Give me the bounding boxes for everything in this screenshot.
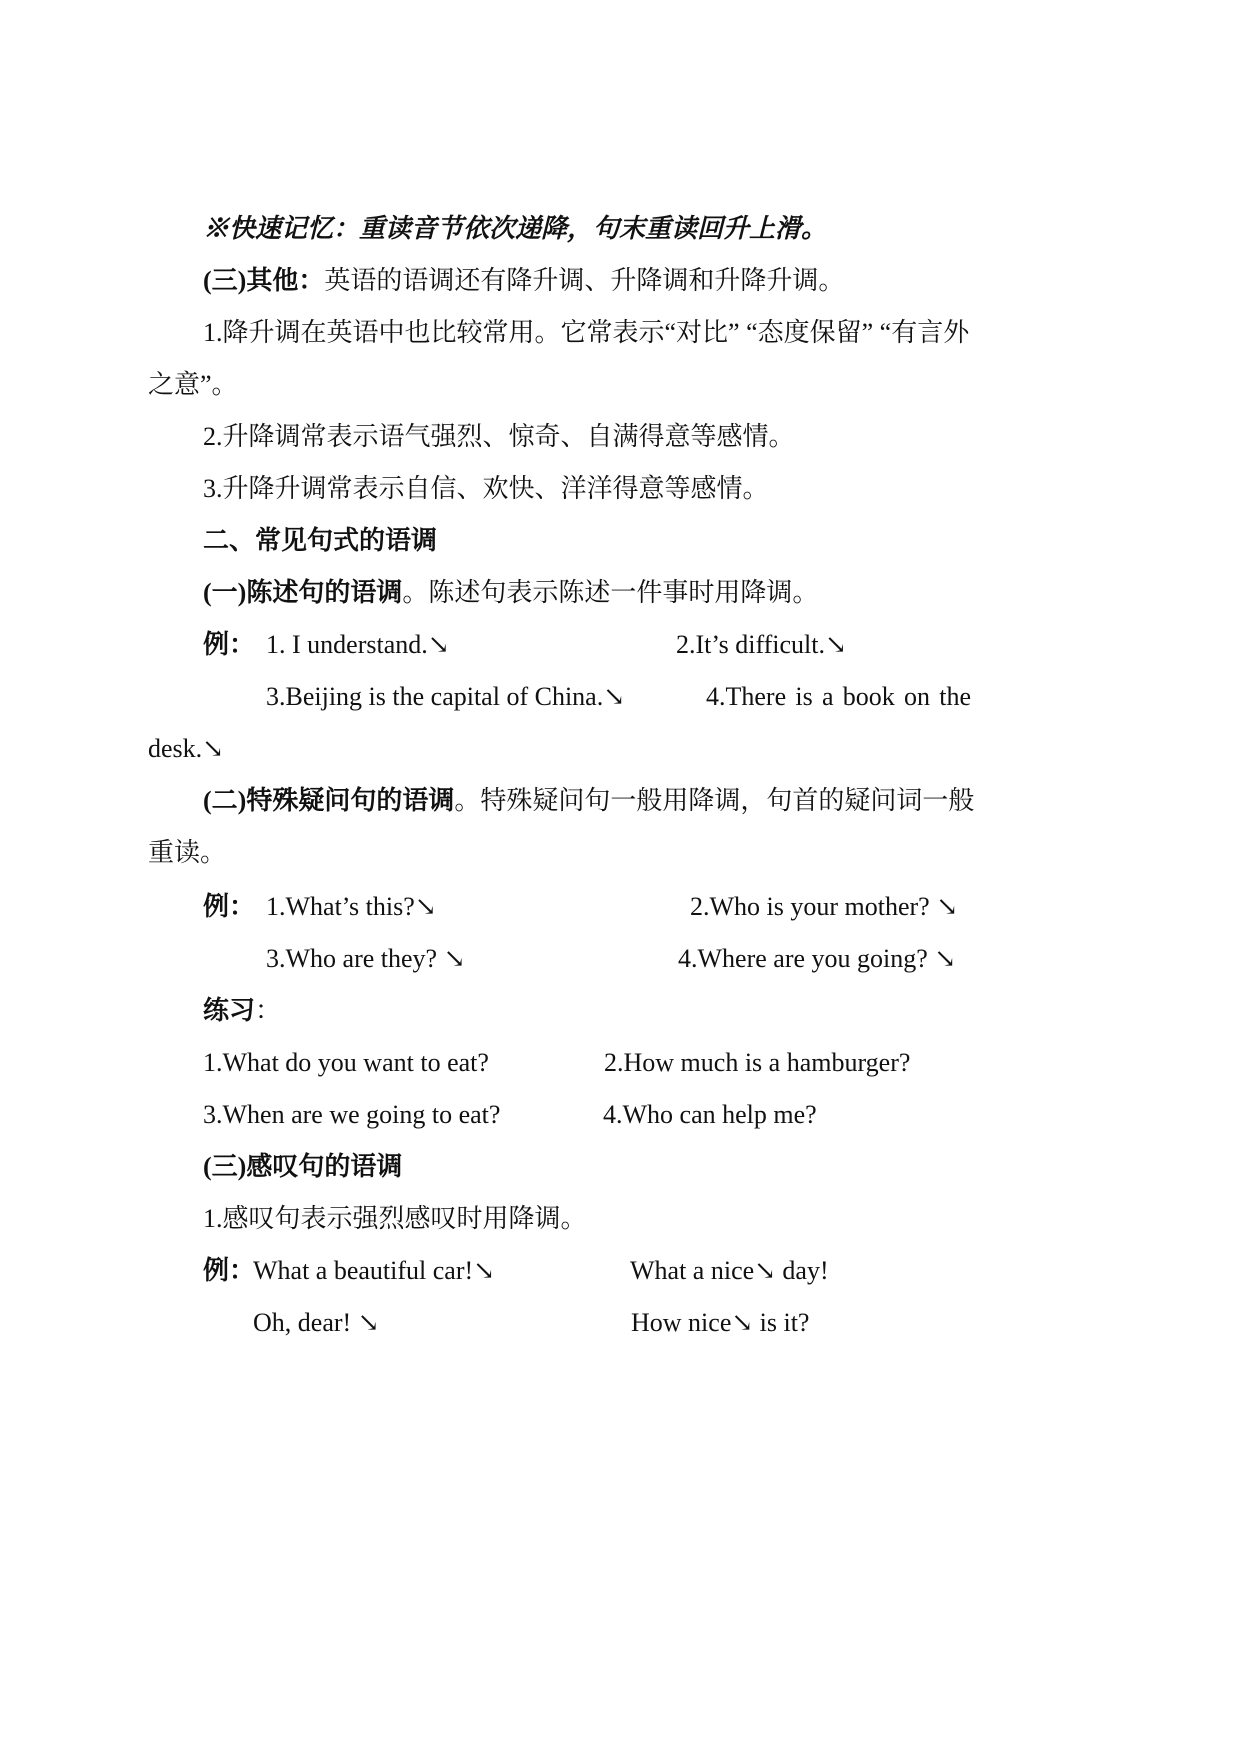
wh-question-example-label: 例： <box>203 892 256 921</box>
practice-label: 练习 <box>203 996 256 1025</box>
declarative-ex4-part1: 4.There is a book on the <box>706 682 971 711</box>
declarative-heading: (一)陈述句的语调 <box>203 578 403 607</box>
other-intro <box>203 263 844 299</box>
wh-question-intro <box>203 783 974 819</box>
practice-colon: ： <box>255 996 282 1025</box>
other-heading: (三)其他： <box>203 266 325 295</box>
declarative-intro <box>203 575 818 611</box>
exclamatory-ex4: How nice↘ is it? <box>631 1308 810 1337</box>
practice-q3: 3.When are we going to eat? <box>203 1100 501 1129</box>
other-intro-text: 英语的语调还有降升调、升降调和升降升调。 <box>324 266 845 295</box>
declarative-ex3: 3.Beijing is the capital of China.↘ <box>266 682 625 711</box>
wh-question-desc-line1: 。特殊疑问句一般用降调，句首的疑问词一般 <box>454 786 975 815</box>
exclamatory-p1: 1.感叹句表示强烈感叹时用降调。 <box>203 1204 587 1233</box>
wh-question-ex2: 2.Who is your mother? ↘ <box>690 892 959 921</box>
exclamatory-heading: (三)感叹句的语调 <box>203 1152 403 1181</box>
declarative-ex4-part2: desk.↘ <box>148 734 224 763</box>
section2-title: 二、常见句式的语调 <box>203 526 438 555</box>
practice-q1: 1.What do you want to eat? <box>203 1048 489 1077</box>
other-p1-line2: 之意”。 <box>148 370 238 399</box>
exclamatory-example-label: 例： <box>203 1256 256 1285</box>
other-p2: 2.升降调常表示语气强烈、惊奇、自满得意等感情。 <box>203 422 795 451</box>
declarative-ex2: 2.It’s difficult.↘ <box>676 630 847 659</box>
practice-q2: 2.How much is a hamburger? <box>604 1048 911 1077</box>
exclamatory-ex3: Oh, dear! ↘ <box>253 1308 380 1337</box>
wh-question-ex1: 1.What’s this?↘ <box>266 892 437 921</box>
exclamatory-ex1: What a beautiful car!↘ <box>253 1256 495 1285</box>
declarative-ex1: 1. I understand.↘ <box>266 630 450 659</box>
practice-title <box>203 993 281 1029</box>
wh-question-ex4: 4.Where are you going? ↘ <box>678 944 957 973</box>
declarative-example-label: 例： <box>203 630 256 659</box>
wh-question-ex3: 3.Who are they? ↘ <box>266 944 466 973</box>
wh-question-desc-line2: 重读。 <box>148 838 227 867</box>
wh-question-heading: (二)特殊疑问句的语调 <box>203 786 455 815</box>
other-p1-line1: 1.降升调在英语中也比较常用。它常表示“对比” “态度保留” “有言外 <box>203 318 970 347</box>
declarative-desc: 。陈述句表示陈述一件事时用降调。 <box>402 578 819 607</box>
practice-q4: 4.Who can help me? <box>603 1100 817 1129</box>
exclamatory-ex2: What a nice↘ day! <box>630 1256 829 1285</box>
memory-tip: ※快速记忆：重读音节依次递降，句末重读回升上滑。 <box>203 214 828 243</box>
other-p3: 3.升降升调常表示自信、欢快、洋洋得意等感情。 <box>203 474 769 503</box>
